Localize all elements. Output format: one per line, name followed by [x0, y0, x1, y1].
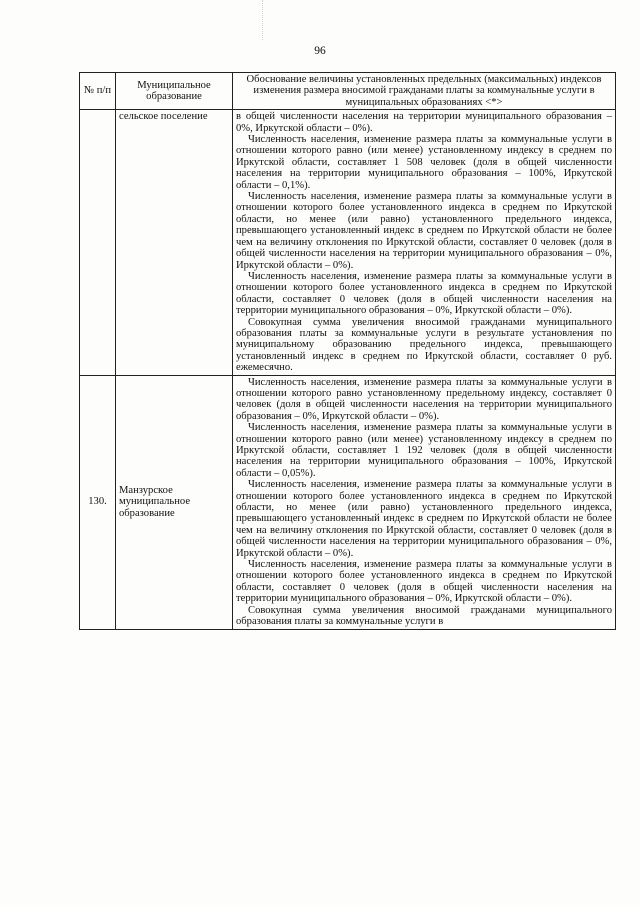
basis-paragraph: Совокупная сумма увеличения вносимой гражданами муниципального образования платы за коммунальные услуги в	[236, 604, 612, 628]
basis-paragraph: в общей численности населения на территории муниципального образования – 0%, Иркутской области – 0%).	[236, 111, 612, 134]
table-header-row	[80, 73, 616, 110]
row-number: 130.	[80, 375, 116, 629]
header-number: № п/п	[80, 73, 116, 110]
basis-paragraph: Численность населения, изменение размера платы за коммунальные услуги в отношении которого равно (или менее) установленному индексу в среднем по Иркутской области, составляет 1 192 человек (доля в общей численности населения на территории муниципального образования – 100%, Иркутской области – 0,05%).	[236, 422, 612, 479]
basis-paragraph: Численность населения, изменение размера платы за коммунальные услуги в отношении которого более установленного индекса в среднем по Иркутской области, составляет 0 человек (доля в общей численности населения на территории муниципального образования – 0%, Иркутской области – 0%).	[236, 559, 612, 605]
basis-paragraph: Численность населения, изменение размера платы за коммунальные услуги в отношении которого равно установленному предельному индексу, составляет 0 человек (доля в общей численности населения на территории муниципального образования – 0%, Иркутской области – 0%).	[236, 376, 612, 422]
row-number	[80, 110, 116, 375]
basis-paragraph: Численность населения, изменение размера платы за коммунальные услуги в отношении которого более установленного индекса в среднем по Иркутской области, составляет 0 человек (доля в общей численности населения на территории муниципального образования – 0%, Иркутской области – 0%).	[236, 270, 612, 317]
page-number: 96	[314, 45, 326, 57]
basis-paragraph: Численность населения, изменение размера платы за коммунальные услуги в отношении которого более установленного индекса в среднем по Иркутской области, но менее (или равно) установленного предельного индекса, превышающего установленный индекс в среднем по Иркутской области не более чем на величину отклонения по Иркутской области, составляет 0 человек (доля в общей численности населения на территории муниципального образования – 0%, Иркутской области – 0%).	[236, 479, 612, 559]
basis-paragraph: Численность населения, изменение размера платы за коммунальные услуги в отношении которого равно (или менее) установленному индексу в среднем по Иркутской области, составляет 1 508 человек (доля в общей численности населения на территории муниципального образования – 100%, Иркутской области – 0,1%).	[236, 134, 612, 191]
table-row	[80, 110, 616, 375]
row-municipality: Манзурское муниципальное образование	[116, 375, 233, 629]
indices-table	[79, 72, 616, 630]
basis-paragraph: Численность населения, изменение размера платы за коммунальные услуги в отношении которого более установленного индекса в среднем по Иркутской области, но менее (или равно) установленного предельного индекса, превышающего установленный индекс в среднем по Иркутской области не более чем на величину отклонения по Иркутской области, составляет 0 человек (доля в общей численности населения на территории муниципального образования – 0%, Иркутской области – 0%).	[236, 191, 612, 271]
row-basis	[233, 110, 616, 375]
basis-paragraph: Совокупная сумма увеличения вносимой гражданами муниципального образования платы за коммунальные услуги в результате установления по муниципальному образованию предельного индекса, превышающего установленный индекс в среднем по Иркутской области, составляет 0 руб. ежемесячно.	[236, 316, 612, 374]
header-municipality: Муниципальное образование	[116, 73, 233, 110]
row-basis	[233, 375, 616, 629]
scan-artifact	[262, 0, 273, 40]
table-row	[80, 375, 616, 629]
header-basis: Обоснование величины установленных предельных (максимальных) индексов изменения размера вносимой гражданами платы за коммунальные услуги в муниципальных образованиях <*>	[233, 73, 616, 110]
row-municipality: сельское поселение	[116, 110, 233, 375]
